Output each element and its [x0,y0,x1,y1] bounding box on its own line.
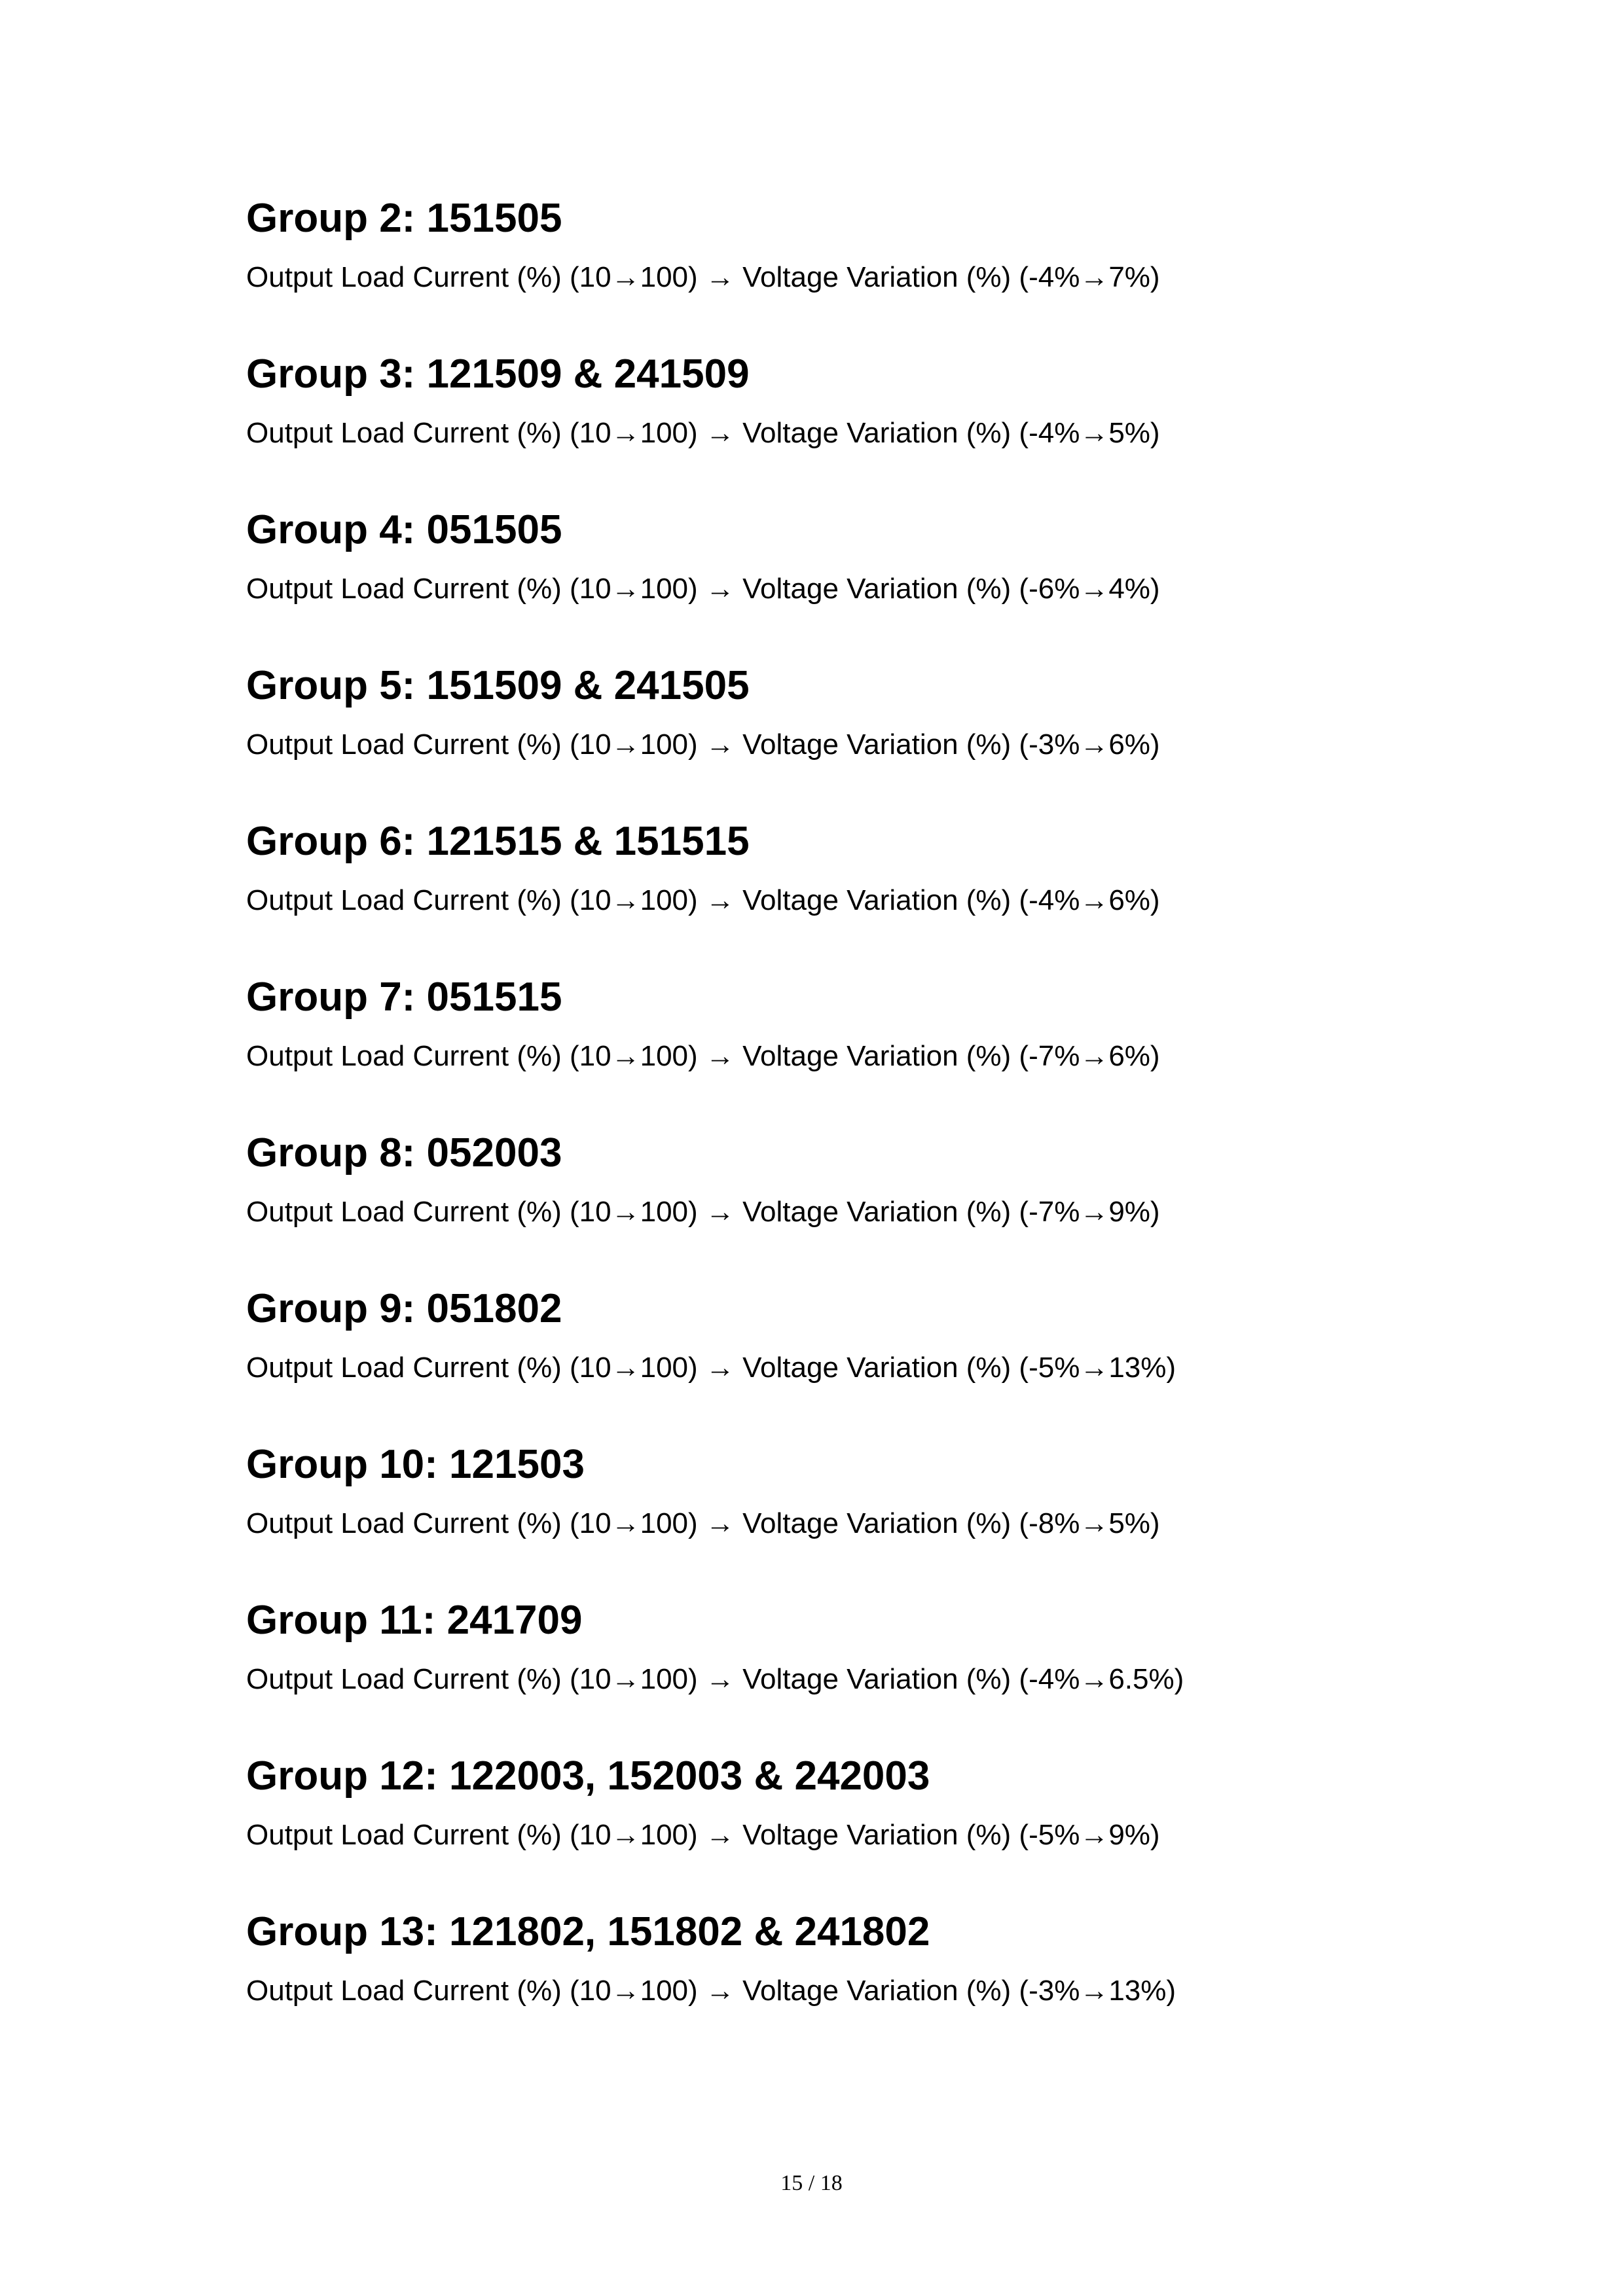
group-heading: Group 6: 121515 & 151515 [246,819,750,864]
group-description: Output Load Current (%) (10→100) → Voltage Variation (%) (-3%→13%) [246,1975,1176,2007]
group-heading: Group 9: 051802 [246,1286,562,1331]
page-number: 15 / 18 [780,2171,843,2195]
group-description: Output Load Current (%) (10→100) → Voltage Variation (%) (-4%→6%) [246,884,1160,916]
group-section [246,1284,1523,1384]
group-section [246,1440,1523,1539]
group-section [246,817,1523,916]
group-description: Output Load Current (%) (10→100) → Voltage Variation (%) (-4%→6.5%) [246,1663,1184,1695]
group-description: Output Load Current (%) (10→100) → Voltage Variation (%) (-5%→13%) [246,1352,1176,1384]
group-description: Output Load Current (%) (10→100) → Voltage Variation (%) (-7%→6%) [246,1040,1160,1072]
group-description: Output Load Current (%) (10→100) → Voltage Variation (%) (-6%→4%) [246,573,1160,605]
group-section [246,1751,1523,1851]
group-description: Output Load Current (%) (10→100) → Voltage Variation (%) (-5%→9%) [246,1819,1160,1851]
group-section [246,973,1523,1072]
group-heading: Group 2: 151505 [246,196,562,241]
group-heading: Group 3: 121509 & 241509 [246,351,750,397]
group-heading: Group 5: 151509 & 241505 [246,663,750,708]
group-section [246,1596,1523,1695]
group-heading: Group 4: 051505 [246,507,562,552]
group-section [246,1907,1523,2007]
group-section [246,194,1523,293]
group-section [246,1128,1523,1228]
group-section [246,505,1523,605]
group-description: Output Load Current (%) (10→100) → Voltage Variation (%) (-3%→6%) [246,728,1160,761]
group-description: Output Load Current (%) (10→100) → Voltage Variation (%) (-4%→5%) [246,417,1160,449]
group-heading: Group 10: 121503 [246,1442,585,1487]
group-heading: Group 8: 052003 [246,1130,562,1175]
group-heading: Group 7: 051515 [246,975,562,1020]
group-section [246,350,1523,449]
group-heading: Group 13: 121802, 151802 & 241802 [246,1909,930,1954]
group-description: Output Load Current (%) (10→100) → Voltage Variation (%) (-7%→9%) [246,1196,1160,1228]
group-heading: Group 12: 122003, 152003 & 242003 [246,1753,930,1799]
group-description: Output Load Current (%) (10→100) → Voltage Variation (%) (-8%→5%) [246,1507,1160,1539]
group-section [246,661,1523,761]
group-description: Output Load Current (%) (10→100) → Voltage Variation (%) (-4%→7%) [246,261,1160,293]
group-heading: Group 11: 241709 [246,1598,583,1643]
